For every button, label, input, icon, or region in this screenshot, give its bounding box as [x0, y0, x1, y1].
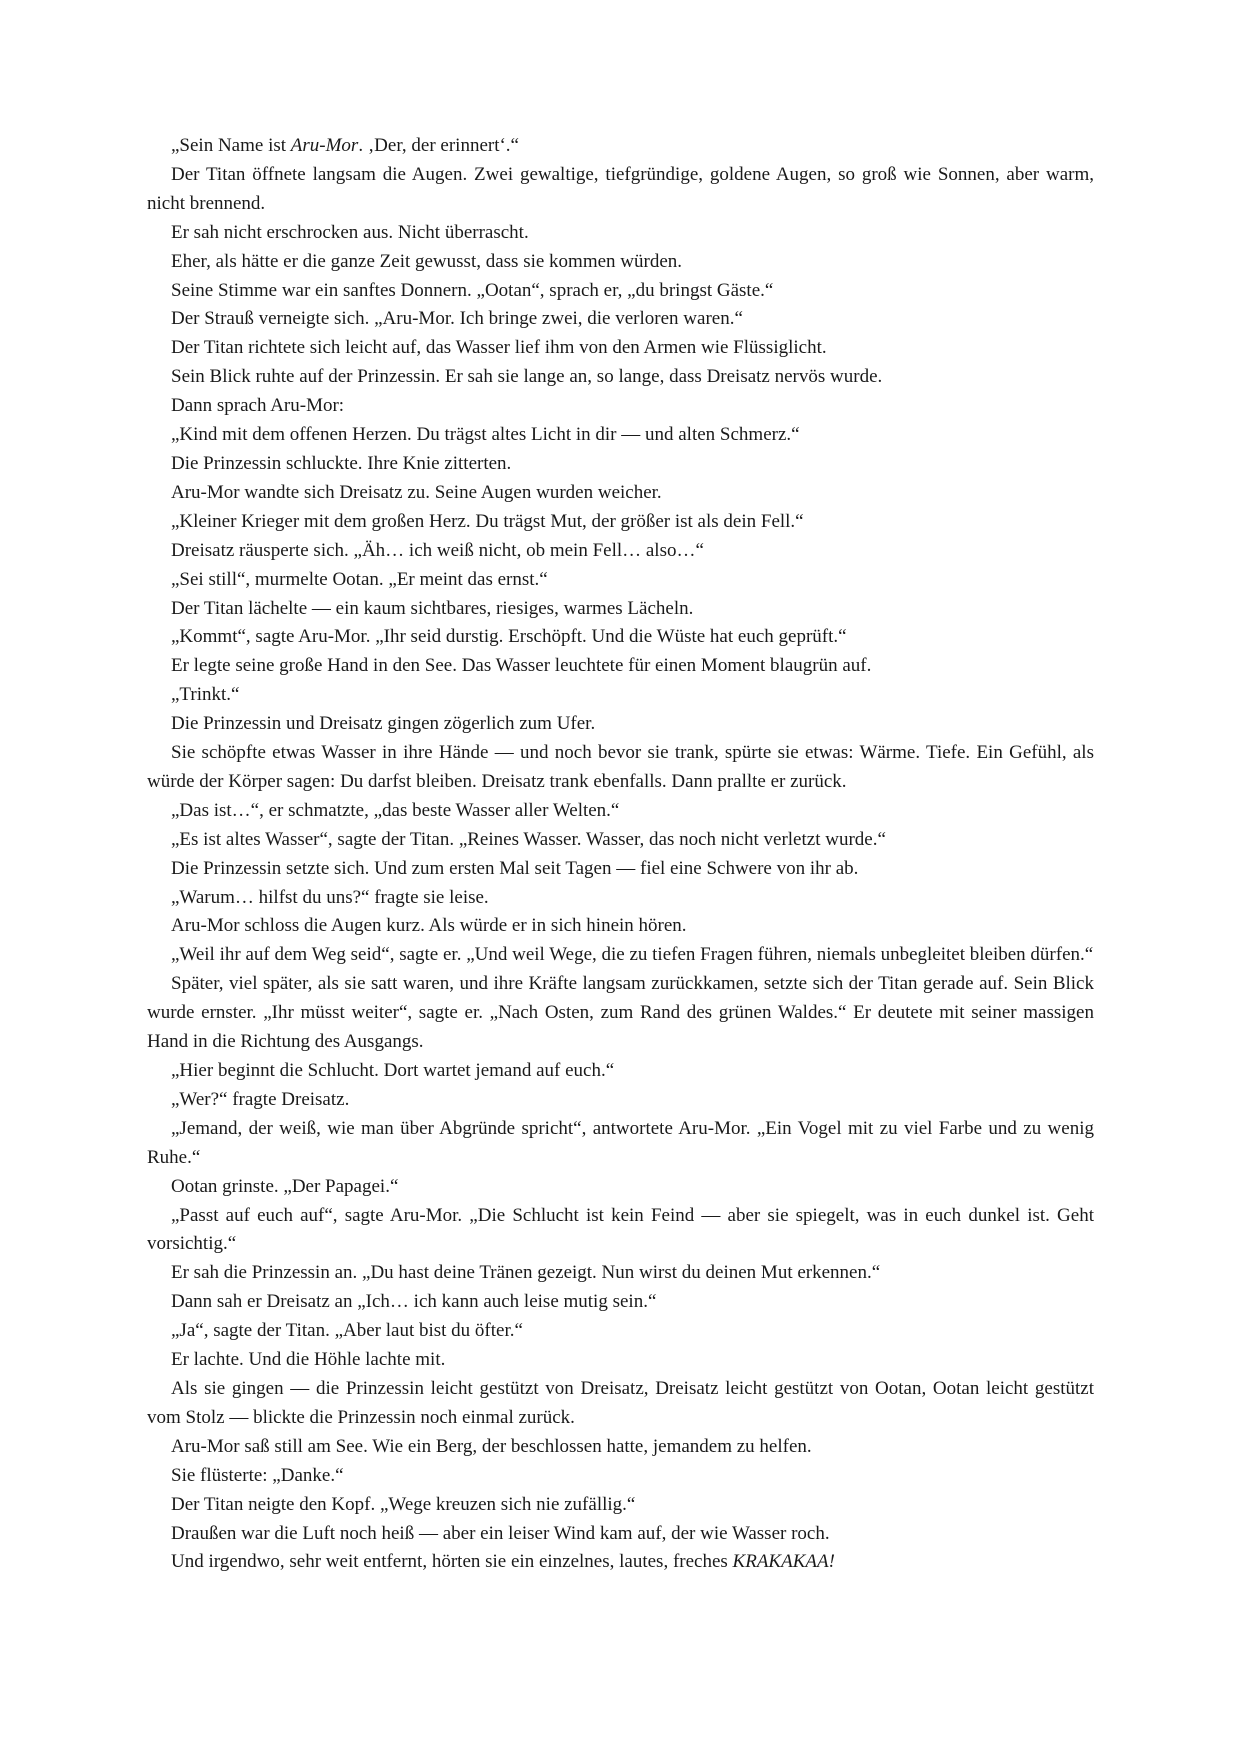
- paragraph: Sie flüsterte: „Danke.“: [171, 1464, 344, 1486]
- paragraph: „Ja“, sagte der Titan. „Aber laut bist du öfter.“: [171, 1320, 523, 1342]
- paragraph: Die Prinzessin schluckte. Ihre Knie zitterten.: [171, 452, 512, 474]
- paragraph: Draußen war die Luft noch heiß — aber ein leiser Wind kam auf, der wie Wasser roch.: [171, 1522, 830, 1544]
- paragraph: Der Titan öffnete langsam die Augen. Zwei gewaltige, tiefgründige, goldene Augen, so groß wie Sonnen, aber warm, nicht brennend.: [147, 163, 1094, 214]
- paragraph: [147, 1548, 1094, 1577]
- document-page: [147, 132, 1094, 1577]
- paragraph: Der Strauß verneigte sich. „Aru-Mor. Ich bringe zwei, die verloren waren.“: [171, 308, 743, 330]
- paragraph: „Jemand, der weiß, wie man über Abgründe spricht“, antwortete Aru-Mor. „Ein Vogel mit zu viel Farbe und zu wenig Ruhe.“: [147, 1117, 1094, 1168]
- paragraph: Ootan grinste. „Der Papagei.“: [171, 1175, 399, 1197]
- paragraph: Er legte seine große Hand in den See. Das Wasser leuchtete für einen Moment blaugrün auf.: [171, 655, 872, 677]
- paragraph: Er sah die Prinzessin an. „Du hast deine Tränen gezeigt. Nun wirst du deinen Mut erkennen.“: [171, 1262, 881, 1284]
- text-run: . ‚Der, der erinnert‘.“: [358, 135, 519, 156]
- paragraph: Dreisatz räusperte sich. „Äh… ich weiß nicht, ob mein Fell… also…“: [171, 539, 704, 561]
- paragraph: Sie schöpfte etwas Wasser in ihre Hände — und noch bevor sie trank, spürte sie etwas: Wärme. Tiefe. Ein Gefühl, als würde der Körper sagen: Du darfst bleiben. Dreisatz trank ebenfalls. Dann prallte er zurück.: [147, 742, 1094, 792]
- paragraph: Aru-Mor saß still am See. Wie ein Berg, der beschlossen hatte, jemandem zu helfen.: [171, 1435, 812, 1457]
- paragraph: Die Prinzessin setzte sich. Und zum ersten Mal seit Tagen — fiel eine Schwere von ihr ab.: [171, 857, 859, 879]
- paragraph: „Weil ihr auf dem Weg seid“, sagte er. „Und weil Wege, die zu tiefen Fragen führen, niemals unbegleitet bleiben dürfen.“: [171, 944, 1094, 966]
- paragraph: „Das ist…“, er schmatzte, „das beste Wasser aller Welten.“: [171, 799, 620, 821]
- paragraph: „Sei still“, murmelte Ootan. „Er meint das ernst.“: [171, 568, 548, 590]
- paragraph: „Kommt“, sagte Aru-Mor. „Ihr seid durstig. Erschöpft. Und die Wüste hat euch geprüft.“: [171, 626, 847, 648]
- paragraph: „Hier beginnt die Schlucht. Dort wartet jemand auf euch.“: [171, 1060, 615, 1081]
- italic-text: KRAKAKAA!: [732, 1551, 835, 1573]
- paragraph: „Es ist altes Wasser“, sagte der Titan. „Reines Wasser. Wasser, das noch nicht verletzt wurde.“: [171, 828, 886, 850]
- paragraph: Dann sah er Dreisatz an „Ich… ich kann auch leise mutig sein.“: [171, 1291, 657, 1313]
- paragraph: Dann sprach Aru-Mor:: [171, 395, 345, 417]
- paragraph: Als sie gingen — die Prinzessin leicht gestützt von Dreisatz, Dreisatz leicht gestützt von Ootan, Ootan leicht gestützt vom Stolz — blickte die Prinzessin noch einmal zurück.: [147, 1377, 1094, 1428]
- paragraph: Der Titan richtete sich leicht auf, das Wasser lief ihm von den Armen wie Flüssiglicht.: [171, 337, 827, 359]
- paragraph: Der Titan lächelte — ein kaum sichtbares, riesiges, warmes Lächeln.: [171, 597, 694, 619]
- paragraph: „Wer?“ fragte Dreisatz.: [171, 1088, 350, 1110]
- paragraph: Seine Stimme war ein sanftes Donnern. „Ootan“, sprach er, „du bringst Gäste.“: [171, 279, 774, 301]
- text-run: „Sein Name ist: [171, 135, 291, 156]
- paragraph: Der Titan neigte den Kopf. „Wege kreuzen sich nie zufällig.“: [171, 1493, 636, 1515]
- paragraph: Er sah nicht erschrocken aus. Nicht überrascht.: [171, 221, 529, 243]
- paragraph: Eher, als hätte er die ganze Zeit gewusst, dass sie kommen würden.: [171, 250, 683, 272]
- paragraph: [147, 132, 1094, 161]
- paragraph: „Warum… hilfst du uns?“ fragte sie leise.: [171, 886, 489, 908]
- paragraph: „Kind mit dem offenen Herzen. Du trägst altes Licht in dir — und alten Schmerz.“: [171, 424, 800, 446]
- paragraph: „Passt auf euch auf“, sagte Aru-Mor. „Die Schlucht ist kein Feind — aber sie spiegelt, was in euch dunkel ist. Geht vorsichtig.“: [147, 1204, 1094, 1255]
- italic-text: Aru-Mor: [290, 135, 359, 156]
- paragraph: Später, viel später, als sie satt waren, und ihre Kräfte langsam zurückkamen, setzte sich der Titan gerade auf. Sein Blick wurde ernster. „Ihr müsst weiter“, sagte er. „Nach Osten, zum Rand des grünen Waldes.“ Er deutete mit seiner massigen Hand in die Richtung des Ausgangs.: [147, 973, 1094, 1053]
- text-run: Und irgendwo, sehr weit entfernt, hörten sie ein einzelnes, lautes, freches: [171, 1551, 733, 1573]
- paragraph: Sein Blick ruhte auf der Prinzessin. Er sah sie lange an, so lange, dass Dreisatz nervös wurde.: [171, 366, 883, 388]
- paragraph: „Kleiner Krieger mit dem großen Herz. Du trägst Mut, der größer ist als dein Fell.“: [171, 510, 804, 532]
- paragraph: Aru-Mor wandte sich Dreisatz zu. Seine Augen wurden weicher.: [171, 481, 662, 503]
- paragraph: Aru-Mor schloss die Augen kurz. Als würde er in sich hinein hören.: [171, 915, 687, 937]
- paragraph: Er lachte. Und die Höhle lachte mit.: [171, 1349, 446, 1371]
- paragraph: Die Prinzessin und Dreisatz gingen zögerlich zum Ufer.: [171, 713, 596, 735]
- paragraph: „Trinkt.“: [171, 684, 240, 706]
